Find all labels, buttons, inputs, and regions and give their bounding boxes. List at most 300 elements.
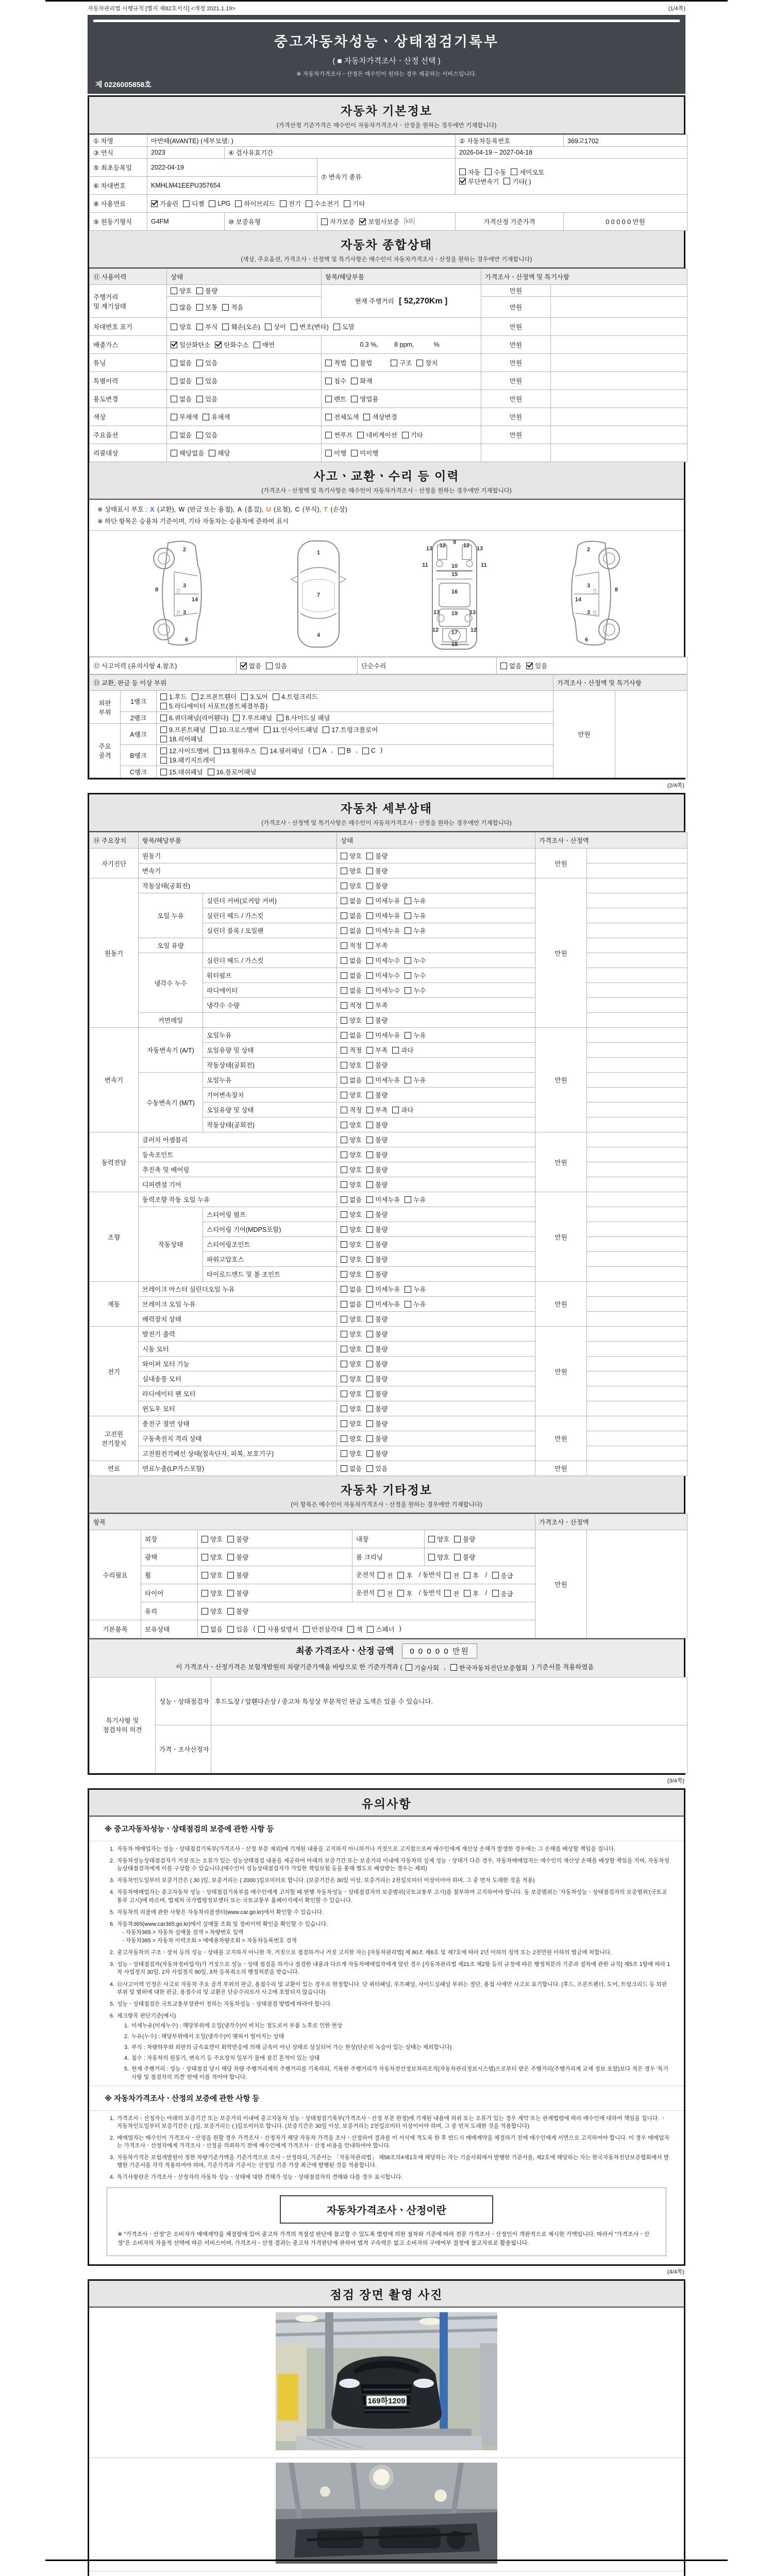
unchecked-checkbox[interactable] xyxy=(341,1166,347,1173)
unchecked-checkbox[interactable] xyxy=(366,1002,373,1009)
unchecked-checkbox[interactable] xyxy=(362,748,369,754)
unchecked-checkbox[interactable] xyxy=(366,1047,373,1054)
unchecked-checkbox[interactable] xyxy=(366,868,373,874)
unchecked-checkbox[interactable] xyxy=(171,360,177,366)
unchecked-checkbox[interactable] xyxy=(492,1590,499,1597)
unchecked-checkbox[interactable] xyxy=(464,1572,470,1579)
unchecked-checkbox[interactable] xyxy=(351,360,358,366)
unchecked-checkbox[interactable] xyxy=(454,1536,461,1543)
checked-checkbox[interactable] xyxy=(359,218,366,225)
checked-checkbox[interactable] xyxy=(151,200,158,207)
unchecked-checkbox[interactable] xyxy=(405,957,411,964)
comprehensive-title: 자동차 종합상태 xyxy=(341,238,432,251)
note-cell xyxy=(551,297,687,318)
status xyxy=(337,1312,535,1327)
unchecked-checkbox[interactable] xyxy=(366,1062,373,1069)
status xyxy=(337,1117,535,1132)
option-label: 없음 xyxy=(179,378,192,385)
unchecked-checkbox[interactable] xyxy=(366,972,373,979)
unchecked-checkbox[interactable] xyxy=(344,200,350,207)
option-label: 있음 xyxy=(236,1626,249,1633)
unchecked-checkbox[interactable] xyxy=(341,897,347,904)
unchecked-checkbox[interactable] xyxy=(392,1107,399,1113)
criteria-item: 2. 누유(누수) : 해당부위에서 오일(냉각수)이 맺혀서 떨어지는 상태 xyxy=(130,2033,670,2041)
unchecked-checkbox[interactable] xyxy=(366,1211,373,1218)
unchecked-checkbox[interactable] xyxy=(201,1608,208,1615)
unchecked-checkbox[interactable] xyxy=(366,897,373,904)
unchecked-checkbox[interactable] xyxy=(341,957,347,964)
unchecked-checkbox[interactable] xyxy=(258,1626,265,1633)
unchecked-checkbox[interactable] xyxy=(405,972,411,979)
room-cleaning-status-option xyxy=(454,1552,475,1562)
option-label: 기술사회 xyxy=(414,1664,439,1672)
status-option xyxy=(366,1240,388,1249)
unchecked-checkbox[interactable] xyxy=(366,1107,373,1113)
unchecked-checkbox[interactable] xyxy=(444,1590,451,1597)
unchecked-checkbox[interactable] xyxy=(160,715,167,721)
unchecked-checkbox[interactable] xyxy=(485,168,492,175)
checked-checkbox[interactable] xyxy=(215,342,222,348)
unchecked-checkbox[interactable] xyxy=(325,450,332,456)
unchecked-checkbox[interactable] xyxy=(450,1664,457,1671)
unchecked-checkbox[interactable] xyxy=(391,360,397,366)
status xyxy=(337,1297,535,1312)
other-grid xyxy=(89,1514,687,1638)
unchecked-checkbox[interactable] xyxy=(160,769,167,775)
status-option xyxy=(341,971,362,980)
unchecked-checkbox[interactable] xyxy=(366,1450,373,1457)
option-label: 없음 xyxy=(179,396,192,403)
unchecked-checkbox[interactable] xyxy=(366,1405,373,1412)
unchecked-checkbox[interactable] xyxy=(366,927,373,934)
unchecked-checkbox[interactable] xyxy=(341,1226,347,1233)
unchecked-checkbox[interactable] xyxy=(196,287,203,294)
unchecked-checkbox[interactable] xyxy=(405,1077,411,1083)
unchecked-checkbox[interactable] xyxy=(492,1572,499,1579)
unchecked-checkbox[interactable] xyxy=(366,1301,373,1308)
unchecked-checkbox[interactable] xyxy=(341,912,347,919)
unchecked-checkbox[interactable] xyxy=(357,432,364,438)
status-option xyxy=(341,1374,362,1383)
status-options-option xyxy=(209,448,230,457)
mileage-status xyxy=(167,285,322,297)
unchecked-checkbox[interactable] xyxy=(366,1331,373,1337)
unchecked-checkbox[interactable] xyxy=(323,726,329,733)
unchecked-checkbox[interactable] xyxy=(313,748,320,754)
notices-band xyxy=(89,1790,684,1817)
unchecked-checkbox[interactable] xyxy=(341,1301,347,1308)
option-label: 전 xyxy=(386,1590,393,1598)
unchecked-checkbox[interactable] xyxy=(366,1316,373,1323)
unchecked-checkbox[interactable] xyxy=(341,1331,347,1337)
unchecked-checkbox[interactable] xyxy=(254,342,260,348)
status-option xyxy=(341,1434,362,1443)
fuel-type-label: ⑧ 사용연료 xyxy=(90,195,147,213)
panel-option xyxy=(160,767,203,776)
tire-status-option xyxy=(227,1588,248,1598)
unchecked-checkbox[interactable] xyxy=(341,1435,347,1442)
unchecked-checkbox[interactable] xyxy=(366,1137,373,1143)
holding-state-options-option xyxy=(227,1624,248,1634)
status-option xyxy=(341,1075,362,1084)
unchecked-checkbox[interactable] xyxy=(227,1590,234,1597)
unchecked-checkbox[interactable] xyxy=(208,769,214,775)
unchecked-checkbox[interactable] xyxy=(428,1536,435,1543)
option-label: 양호 xyxy=(437,1554,450,1561)
unchecked-checkbox[interactable] xyxy=(366,1465,373,1472)
unchecked-checkbox[interactable] xyxy=(261,748,267,754)
unchecked-checkbox[interactable] xyxy=(171,304,177,311)
unchecked-checkbox[interactable] xyxy=(227,1608,234,1615)
unchecked-checkbox[interactable] xyxy=(341,1077,347,1083)
unchecked-checkbox[interactable] xyxy=(241,693,248,700)
rank-label: 2랭크 xyxy=(121,712,157,724)
unchecked-checkbox[interactable] xyxy=(341,1002,347,1009)
unchecked-checkbox[interactable] xyxy=(341,1346,347,1352)
unchecked-checkbox[interactable] xyxy=(347,1626,354,1633)
unchecked-checkbox[interactable] xyxy=(366,1256,373,1263)
unchecked-checkbox[interactable] xyxy=(366,987,373,994)
unchecked-checkbox[interactable] xyxy=(341,1196,347,1203)
unchecked-checkbox[interactable] xyxy=(160,748,167,754)
box-page2 xyxy=(88,793,685,1775)
unchecked-checkbox[interactable] xyxy=(351,450,358,456)
unchecked-checkbox[interactable] xyxy=(402,432,409,438)
unchecked-checkbox[interactable] xyxy=(222,324,229,330)
unchecked-checkbox[interactable] xyxy=(265,324,272,330)
unchecked-checkbox[interactable] xyxy=(201,1572,208,1579)
unchecked-checkbox[interactable] xyxy=(366,1420,373,1427)
status-option xyxy=(366,926,400,935)
unchecked-checkbox[interactable] xyxy=(233,715,240,721)
unchecked-checkbox[interactable] xyxy=(366,853,373,859)
unchecked-checkbox[interactable] xyxy=(341,1361,347,1367)
option-label: 자가보증 xyxy=(330,218,355,226)
unchecked-checkbox[interactable] xyxy=(203,414,209,420)
status-option xyxy=(341,1195,362,1204)
unchecked-checkbox[interactable] xyxy=(366,1092,373,1098)
unchecked-checkbox[interactable] xyxy=(428,1554,435,1561)
photos-band xyxy=(89,2281,684,2308)
unchecked-checkbox[interactable] xyxy=(366,1196,373,1203)
unchecked-checkbox[interactable] xyxy=(192,693,198,700)
unchecked-checkbox[interactable] xyxy=(366,1241,373,1248)
status-option xyxy=(366,1060,388,1070)
unchecked-checkbox[interactable] xyxy=(171,396,177,402)
unchecked-checkbox[interactable] xyxy=(367,1626,374,1633)
unchecked-checkbox[interactable] xyxy=(341,853,347,859)
option-label: 수소전기 xyxy=(314,200,340,208)
unchecked-checkbox[interactable] xyxy=(341,868,347,874)
unchecked-checkbox[interactable] xyxy=(341,1286,347,1293)
unchecked-checkbox[interactable] xyxy=(366,1346,373,1352)
unchecked-checkbox[interactable] xyxy=(171,414,177,420)
unchecked-checkbox[interactable] xyxy=(416,360,423,366)
status-option xyxy=(366,1180,388,1189)
unchecked-checkbox[interactable] xyxy=(201,1626,208,1633)
status-option xyxy=(366,1225,388,1234)
unchecked-checkbox[interactable] xyxy=(325,396,332,402)
unchecked-checkbox[interactable] xyxy=(222,304,229,311)
unchecked-checkbox[interactable] xyxy=(366,883,373,889)
unchecked-checkbox[interactable] xyxy=(405,1301,411,1308)
unchecked-checkbox[interactable] xyxy=(366,1122,373,1128)
panel-rank-table xyxy=(89,674,684,778)
unchecked-checkbox[interactable] xyxy=(341,1122,347,1128)
unchecked-checkbox[interactable] xyxy=(366,1435,373,1442)
unchecked-checkbox[interactable] xyxy=(196,432,203,438)
checked-checkbox[interactable] xyxy=(459,178,466,184)
status-option xyxy=(366,956,400,965)
option-label: 없음 xyxy=(249,663,262,670)
unchecked-checkbox[interactable] xyxy=(366,1166,373,1173)
unchecked-checkbox[interactable] xyxy=(266,663,273,669)
unchecked-checkbox[interactable] xyxy=(341,1032,347,1039)
item-option xyxy=(416,358,438,367)
unchecked-checkbox[interactable] xyxy=(341,1151,347,1158)
unchecked-checkbox[interactable] xyxy=(341,1420,347,1427)
unchecked-checkbox[interactable] xyxy=(341,1405,347,1412)
unchecked-checkbox[interactable] xyxy=(363,414,370,420)
unchecked-checkbox[interactable] xyxy=(325,360,332,366)
unchecked-checkbox[interactable] xyxy=(464,1590,470,1597)
status-options-option xyxy=(171,340,210,349)
unchecked-checkbox[interactable] xyxy=(227,1626,234,1633)
unchecked-checkbox[interactable] xyxy=(171,378,177,384)
unchecked-checkbox[interactable] xyxy=(405,1196,411,1203)
unchecked-checkbox[interactable] xyxy=(306,200,312,207)
unchecked-checkbox[interactable] xyxy=(341,1181,347,1188)
status-option xyxy=(366,1434,388,1443)
option-label: 미세누유 xyxy=(375,1196,400,1204)
unchecked-checkbox[interactable] xyxy=(171,324,177,330)
unchecked-checkbox[interactable] xyxy=(341,1211,347,1218)
option-label: 14.필러패널 xyxy=(270,748,304,755)
unchecked-checkbox[interactable] xyxy=(397,1572,404,1579)
unchecked-checkbox[interactable] xyxy=(210,726,217,733)
status-option xyxy=(341,1314,362,1324)
tire-positions-option xyxy=(397,1589,412,1598)
unchecked-checkbox[interactable] xyxy=(341,883,347,889)
unchecked-checkbox[interactable] xyxy=(341,1241,347,1248)
unchecked-checkbox[interactable] xyxy=(338,748,345,754)
unchecked-checkbox[interactable] xyxy=(454,1554,461,1561)
unchecked-checkbox[interactable] xyxy=(378,1572,384,1579)
unchecked-checkbox[interactable] xyxy=(264,726,271,733)
unchecked-checkbox[interactable] xyxy=(303,1626,310,1633)
option-label: 누유 xyxy=(413,1032,426,1039)
unchecked-checkbox[interactable] xyxy=(196,360,203,366)
unchecked-checkbox[interactable] xyxy=(397,1590,404,1597)
room-cleaning-label: 룸 크리닝 xyxy=(352,1548,425,1566)
status-option xyxy=(341,1449,362,1458)
option-label: 변조(변타) xyxy=(299,324,329,331)
unchecked-checkbox[interactable] xyxy=(209,200,215,207)
unchecked-checkbox[interactable] xyxy=(405,1032,411,1039)
unchecked-checkbox[interactable] xyxy=(214,748,221,754)
note-cell xyxy=(551,444,687,462)
unchecked-checkbox[interactable] xyxy=(366,1077,373,1083)
unchecked-checkbox[interactable] xyxy=(227,1536,234,1543)
status-options xyxy=(167,336,322,354)
license-plate: 169하1209 xyxy=(367,2396,406,2405)
unchecked-checkbox[interactable] xyxy=(325,378,332,384)
bottom-rule xyxy=(45,2560,728,2561)
unchecked-checkbox[interactable] xyxy=(160,726,167,733)
unchecked-checkbox[interactable] xyxy=(171,432,177,438)
status-option xyxy=(341,1030,362,1040)
unchecked-checkbox[interactable] xyxy=(366,957,373,964)
checked-checkbox[interactable] xyxy=(171,342,177,348)
unchecked-checkbox[interactable] xyxy=(366,942,373,949)
unchecked-checkbox[interactable] xyxy=(160,693,167,700)
unchecked-checkbox[interactable] xyxy=(366,1151,373,1158)
note-cell xyxy=(587,1282,687,1297)
unchecked-checkbox[interactable] xyxy=(227,1572,234,1579)
unchecked-checkbox[interactable] xyxy=(227,1554,234,1561)
unchecked-checkbox[interactable] xyxy=(341,1271,347,1278)
unchecked-checkbox[interactable] xyxy=(405,912,411,919)
unchecked-checkbox[interactable] xyxy=(196,304,203,311)
unchecked-checkbox[interactable] xyxy=(366,1391,373,1397)
option-label: 적법 xyxy=(334,360,347,367)
unchecked-checkbox[interactable] xyxy=(160,757,167,764)
unchecked-checkbox[interactable] xyxy=(196,378,203,384)
unchecked-checkbox[interactable] xyxy=(405,987,411,994)
item-label: 스티어링조인트 xyxy=(203,1237,337,1252)
unchecked-checkbox[interactable] xyxy=(341,1391,347,1397)
unchecked-checkbox[interactable] xyxy=(196,324,203,330)
unchecked-checkbox[interactable] xyxy=(277,715,283,721)
status-option xyxy=(366,1299,400,1309)
option-label: 부족 xyxy=(375,1047,388,1054)
item-label: 오일누유 xyxy=(203,1028,337,1043)
unchecked-checkbox[interactable] xyxy=(291,324,297,330)
unchecked-checkbox[interactable] xyxy=(341,1450,347,1457)
unchecked-checkbox[interactable] xyxy=(366,1017,373,1024)
unchecked-checkbox[interactable] xyxy=(325,414,332,420)
unchecked-checkbox[interactable] xyxy=(341,1017,347,1024)
unchecked-checkbox[interactable] xyxy=(366,912,373,919)
unchecked-checkbox[interactable] xyxy=(273,693,279,700)
option-label: 양호 xyxy=(349,1391,362,1398)
status xyxy=(337,923,535,938)
unchecked-checkbox[interactable] xyxy=(171,287,177,294)
unchecked-checkbox[interactable] xyxy=(366,1032,373,1039)
option-label: 19.패키지트레이 xyxy=(169,757,215,764)
option-label: 해당 xyxy=(217,450,230,457)
unchecked-checkbox[interactable] xyxy=(459,168,466,175)
unchecked-checkbox[interactable] xyxy=(405,927,411,934)
price-survey-info-box xyxy=(107,2188,666,2256)
status-option xyxy=(341,1105,362,1114)
option-label: 부식 xyxy=(205,324,218,331)
unchecked-checkbox[interactable] xyxy=(366,1286,373,1293)
option-label: 응급 xyxy=(500,1590,513,1598)
unchecked-checkbox[interactable] xyxy=(406,1664,412,1671)
unchecked-checkbox[interactable] xyxy=(378,1590,384,1597)
col-price: 가격조사ㆍ산정액 xyxy=(535,833,687,849)
unchecked-checkbox[interactable] xyxy=(171,450,177,456)
checked-checkbox[interactable] xyxy=(526,663,533,669)
option-label: 불량 xyxy=(375,1181,388,1189)
option-label: 양호 xyxy=(349,1137,362,1144)
unchecked-checkbox[interactable] xyxy=(321,218,328,225)
unchecked-checkbox[interactable] xyxy=(500,663,507,669)
status-option xyxy=(366,866,388,875)
unchecked-checkbox[interactable] xyxy=(366,1181,373,1188)
panel-number-14: 14 xyxy=(575,597,582,603)
unchecked-checkbox[interactable] xyxy=(209,450,215,456)
notice-item: 1. 가격조사ㆍ산정자는 아래의 보증기간 또는 보증거리 이내에 중고자동차 성능ㆍ상태점검기록부(가격조사ㆍ산정 부분 한정)에 기재된 내용에 허위 또는 오류가 있는 경우 계약 또는 관계법령에 따라 매수인에 대하여 책임을 집니다. ㆍ자동차인도일부터 보증기간은 ( )일, 보증거리는 ( )킬로미터로 합니다. (보증기간은 30일 이상, 보증거리는 2천킬로미터 이상이어야 하며, 그 중 먼저 도래한 것을 적용합니다) xyxy=(116,2115,670,2130)
status-code-desc: (요철), xyxy=(272,506,294,513)
item-label xyxy=(203,1013,337,1028)
unchecked-checkbox[interactable] xyxy=(444,1572,451,1579)
option-label: 불량 xyxy=(236,1536,249,1543)
unchecked-checkbox[interactable] xyxy=(341,1092,347,1098)
status xyxy=(337,1282,535,1297)
unchecked-checkbox[interactable] xyxy=(341,1256,347,1263)
checked-checkbox[interactable] xyxy=(240,663,247,669)
unchecked-checkbox[interactable] xyxy=(341,1316,347,1323)
unchecked-checkbox[interactable] xyxy=(341,1137,347,1143)
unchecked-checkbox[interactable] xyxy=(341,987,347,994)
unchecked-checkbox[interactable] xyxy=(341,1465,347,1472)
unchecked-checkbox[interactable] xyxy=(341,942,347,949)
unchecked-checkbox[interactable] xyxy=(341,927,347,934)
status-code-u: U xyxy=(266,506,271,513)
unchecked-checkbox[interactable] xyxy=(333,324,340,330)
note-cell xyxy=(587,1371,687,1386)
unchecked-checkbox[interactable] xyxy=(201,1590,208,1597)
unchecked-checkbox[interactable] xyxy=(341,972,347,979)
unchecked-checkbox[interactable] xyxy=(160,703,167,709)
unchecked-checkbox[interactable] xyxy=(511,168,517,175)
unchecked-checkbox[interactable] xyxy=(392,1047,399,1054)
unchecked-checkbox[interactable] xyxy=(196,396,203,402)
option-label: 과다 xyxy=(401,1047,414,1054)
unchecked-checkbox[interactable] xyxy=(280,200,287,207)
unchecked-checkbox[interactable] xyxy=(235,200,242,207)
text-token: ( xyxy=(308,747,311,754)
engine-type-label: ⑨ 원동기형식 xyxy=(90,213,147,231)
unchecked-checkbox[interactable] xyxy=(405,897,411,904)
unchecked-checkbox[interactable] xyxy=(341,1107,347,1113)
status-code-c: C xyxy=(295,506,300,513)
unchecked-checkbox[interactable] xyxy=(405,1286,411,1293)
unchecked-checkbox[interactable] xyxy=(201,1554,208,1561)
unchecked-checkbox[interactable] xyxy=(201,1536,208,1543)
unchecked-checkbox[interactable] xyxy=(351,378,358,384)
unchecked-checkbox[interactable] xyxy=(351,396,358,402)
unchecked-checkbox[interactable] xyxy=(160,736,167,742)
option-label: 누유 xyxy=(413,1077,426,1084)
unchecked-checkbox[interactable] xyxy=(341,1062,347,1069)
unchecked-checkbox[interactable] xyxy=(366,1376,373,1382)
unchecked-checkbox[interactable] xyxy=(341,1376,347,1382)
unchecked-checkbox[interactable] xyxy=(366,1271,373,1278)
unchecked-checkbox[interactable] xyxy=(341,1047,347,1054)
unchecked-checkbox[interactable] xyxy=(503,178,510,184)
unchecked-checkbox[interactable] xyxy=(325,432,332,438)
polish-label: 광택 xyxy=(141,1548,198,1566)
unchecked-checkbox[interactable] xyxy=(366,1226,373,1233)
unchecked-checkbox[interactable] xyxy=(183,200,190,207)
unchecked-checkbox[interactable] xyxy=(366,1361,373,1367)
option-label: 미세누유 xyxy=(375,1077,400,1084)
exterior-status-option xyxy=(201,1534,223,1544)
option-label: 1.후드 xyxy=(169,693,187,701)
